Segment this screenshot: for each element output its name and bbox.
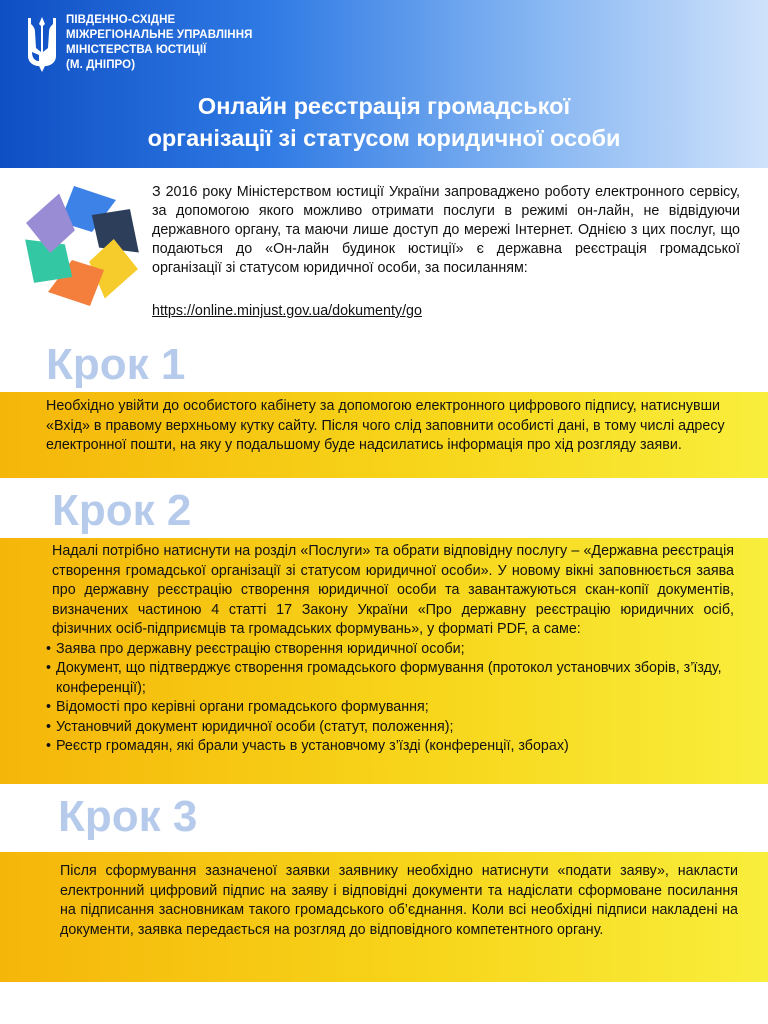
list-item: • Заява про державну реєстрацію створення юридичної особи; xyxy=(46,640,734,660)
step-1-text: Необхідно увійти до особистого кабінету за допомогою електронного цифрового підпису, натиснувши «Вхід» в правому верхньому кутку сайту. Після чого слід заповнити особисті дані, в тому числі адресу електронної пошти, на яку у подальшому буде надсилатись інформація про хід розгляду заяви. xyxy=(46,398,725,453)
aperture-blades xyxy=(18,186,146,306)
org-line: МІЖРЕГІОНАЛЬНЕ УПРАВЛІННЯ xyxy=(66,29,253,41)
header-banner xyxy=(0,0,768,168)
aperture-logo-icon xyxy=(18,182,146,310)
step-2-text: Надалі потрібно натиснути на розділ «Послуги» та обрати відповідну послугу – «Державна реєстрація створення громадської організації зі статусом юридичної особи». У новому вікні заповнюється заява про державну реєстрацію створення юридичної особи та завантажуються скан-копії документів, визначених частиною 4 статті 17 Закону України «Про державну реєстрацію юридичних осіб, фізичних осіб-підприємців та громадських формувань», у форматі PDF, а саме: xyxy=(52,543,734,637)
trident-emblem-icon xyxy=(22,14,62,72)
online-service-link[interactable]: https://online.minjust.gov.ua/dokumenty/go xyxy=(152,303,422,319)
intro-paragraph: З 2016 року Міністерством юстиції України запроваджено роботу електронного сервісу, за допомогою якого можливо отримати послуги в режимі он-лайн, не відвідуючи державного органу, та маючи лише доступ до мережі Інтернет. Однією з цих послуг, що подаються до «Он-лайн будинок юстиції» є державна реєстрація громадської організації зі статусом юридичної особи, за посиланням: xyxy=(152,184,740,276)
list-item: • Реєстр громадян, які брали участь в установчому з’їзді (конференції, зборах) xyxy=(46,737,734,757)
org-line: МІНІСТЕРСТВА ЮСТИЦІЇ xyxy=(66,44,207,56)
step-2-content xyxy=(46,542,734,757)
page-title xyxy=(0,90,768,154)
org-line: ПІВДЕННО-СХІДНЕ xyxy=(66,14,176,26)
org-line: (М. ДНІПРО) xyxy=(66,59,136,71)
organization-name xyxy=(66,13,306,73)
step-1-title: Крок 1 xyxy=(46,340,186,389)
list-item: • Документ, що підтверджує створення громадського формування (протокол установчих зборів, з’їзду, конференції); xyxy=(46,659,734,698)
required-documents-list xyxy=(46,640,734,757)
step-3-text: Після сформування зазначеної заявки заявнику необхідно натиснути «подати заяву», накласти електронний цифровий підпис на заяву і відповідні документи та надіслати сформоване посилання на підписання засновникам такого громадського об’єднання. Коли всі необхідні підписи накладені на документи, заявка передається на розгляд до відповідного компетентного органу. xyxy=(60,863,738,938)
title-line: організації зі статусом юридичної особи xyxy=(147,125,621,151)
list-item: • Установчий документ юридичної особи (статут, положення); xyxy=(46,718,734,738)
step-3-title: Крок 3 xyxy=(58,792,198,841)
list-item: • Відомості про керівні органи громадського формування; xyxy=(46,698,734,718)
step-2-title: Крок 2 xyxy=(52,486,192,535)
title-line: Онлайн реєстрація громадської xyxy=(197,93,571,119)
